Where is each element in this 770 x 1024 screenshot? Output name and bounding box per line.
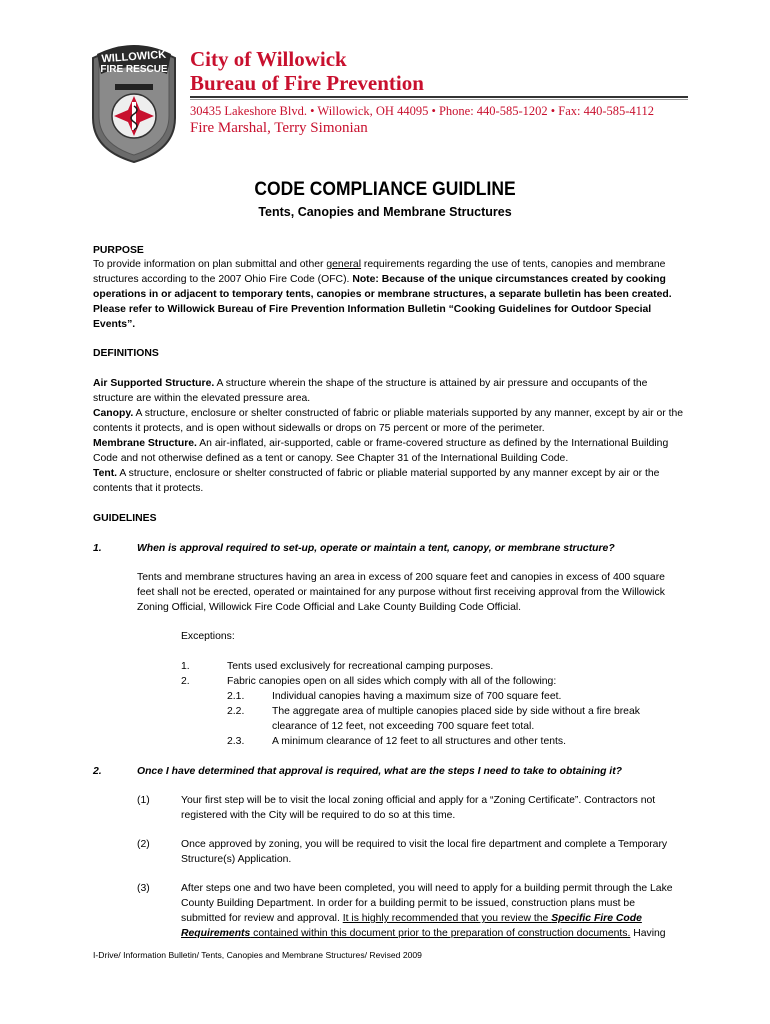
answer-line: Zoning Official, Willowick Fire Code Official and Lake County Building Code Official. (137, 602, 522, 613)
step-number: (3) (137, 883, 150, 894)
bureau-name: Bureau of Fire Prevention (190, 71, 424, 95)
definition-line: contents it protects, and is open without sidewalls or drops on 75 percent or more of the perimeter. (93, 423, 545, 434)
org-name: City of Willowick (190, 47, 347, 71)
purpose-line: Please refer to Willowick Bureau of Fire Prevention Information Bulletin “Cooking Guidelines for Outdoor Special (93, 304, 652, 315)
exception-number: 1. (181, 661, 190, 672)
step-line: Requirements contained within this document prior to the preparation of construction documents. Having (181, 928, 666, 939)
sub-exception-item: Individual canopies having a maximum size of 700 square feet. (272, 691, 562, 702)
purpose-line: operations in or adjacent to temporary tents, canopies or membrane structures, a separate bulletin has been created. (93, 289, 672, 300)
step-line: Structure(s) Application. (181, 854, 292, 865)
purpose-line: structures according to the 2007 Ohio Fire Code (OFC). Note: Because of the unique circumstances created by cooking (93, 274, 666, 285)
step-line: Your first step will be to visit the local zoning official and apply for a “Zoning Certificate”. Contractors not (181, 795, 656, 806)
definition-line: Code and not otherwise defined as a tent or canopy. See Chapter 31 of the International Building Code. (93, 453, 569, 464)
step-line: County Building Department. In order for a building permit to be issued, construction plans must be (181, 898, 635, 909)
document-subtitle: Tents, Canopies and Membrane Structures (258, 205, 512, 219)
step-line: submitted for review and approval. It is highly recommended that you review the Specific Fire Code (181, 913, 642, 924)
document-title: CODE COMPLIANCE GUIDLINE (254, 179, 516, 200)
header-rule-thin (190, 99, 688, 100)
step-number: (2) (137, 839, 150, 850)
step-number: (1) (137, 795, 150, 806)
header-rule (190, 96, 688, 98)
definition-air-supported: Air Supported Structure. A structure wherein the shape of the structure is attained by air pressure and occupants of the (93, 378, 648, 389)
step-line: Once approved by zoning, you will be required to visit the local fire department and complete a Temporary (181, 839, 668, 850)
sub-exception-item: A minimum clearance of 12 feet to all structures and other tents. (272, 736, 566, 747)
fire-marshal: Fire Marshal, Terry Simonian (190, 120, 368, 136)
sub-exception-number: 2.1. (227, 691, 245, 702)
sub-exception-item: clearance of 12 feet, not exceeding 700 square feet total. (272, 721, 535, 732)
definition-line: contents that it protects. (93, 483, 204, 494)
question-1: When is approval required to set-up, operate or maintain a tent, canopy, or membrane structure? (137, 543, 615, 554)
purpose-line: To provide information on plan submittal and other general requirements regarding the use of tents, canopies and membrane (93, 259, 666, 270)
question-number: 1. (93, 543, 102, 554)
exceptions-label: Exceptions: (181, 631, 235, 642)
question-number: 2. (93, 766, 102, 777)
fire-rescue-logo (87, 40, 181, 164)
definition-tent: Tent. A structure, enclosure or shelter constructed of fabric or pliable material supported by any manner except by air or the (93, 468, 660, 479)
sub-exception-number: 2.3. (227, 736, 245, 747)
definitions-heading: DEFINITIONS (93, 348, 159, 359)
sub-exception-item: The aggregate area of multiple canopies placed side by side without a fire break (272, 706, 640, 717)
definition-line: structure are within the elevated pressure area. (93, 393, 311, 404)
exception-item: Tents used exclusively for recreational camping purposes. (227, 661, 494, 672)
sub-exception-number: 2.2. (227, 706, 245, 717)
svg-text:WILLOWICK: WILLOWICK (101, 48, 167, 66)
svg-text:FIRE RESCUE: FIRE RESCUE (100, 64, 168, 75)
page-footer: I-Drive/ Information Bulletin/ Tents, Canopies and Membrane Structures/ Revised 2009 (93, 950, 422, 960)
exception-item: Fabric canopies open on all sides which comply with all of the following: (227, 676, 557, 687)
exception-number: 2. (181, 676, 190, 687)
guidelines-heading: GUIDELINES (93, 513, 157, 524)
address-line: 30435 Lakeshore Blvd. • Willowick, OH 44095 • Phone: 440-585-1202 • Fax: 440-585-4112 (190, 104, 654, 118)
question-2: Once I have determined that approval is required, what are the steps I need to take to obtaining it? (137, 766, 622, 777)
definition-canopy: Canopy. A structure, enclosure or shelter constructed of fabric or pliable materials supported by any manner, except by air or the (93, 408, 684, 419)
answer-line: feet shall not be erected, operated or maintained for any purpose without first receiving approval from the Willowick (137, 587, 665, 598)
step-line: registered with the City will be required to do so at this time. (181, 810, 456, 821)
step-line: After steps one and two have been completed, you will need to apply for a building permit through the Lake (181, 883, 673, 894)
definition-membrane: Membrane Structure. An air-inflated, air-supported, cable or frame-covered structure as defined by the International Building (93, 438, 669, 449)
purpose-line: Events”. (93, 319, 136, 330)
purpose-heading: PURPOSE (93, 245, 144, 256)
answer-line: Tents and membrane structures having an area in excess of 200 square feet and canopies in excess of 400 square (137, 572, 665, 583)
